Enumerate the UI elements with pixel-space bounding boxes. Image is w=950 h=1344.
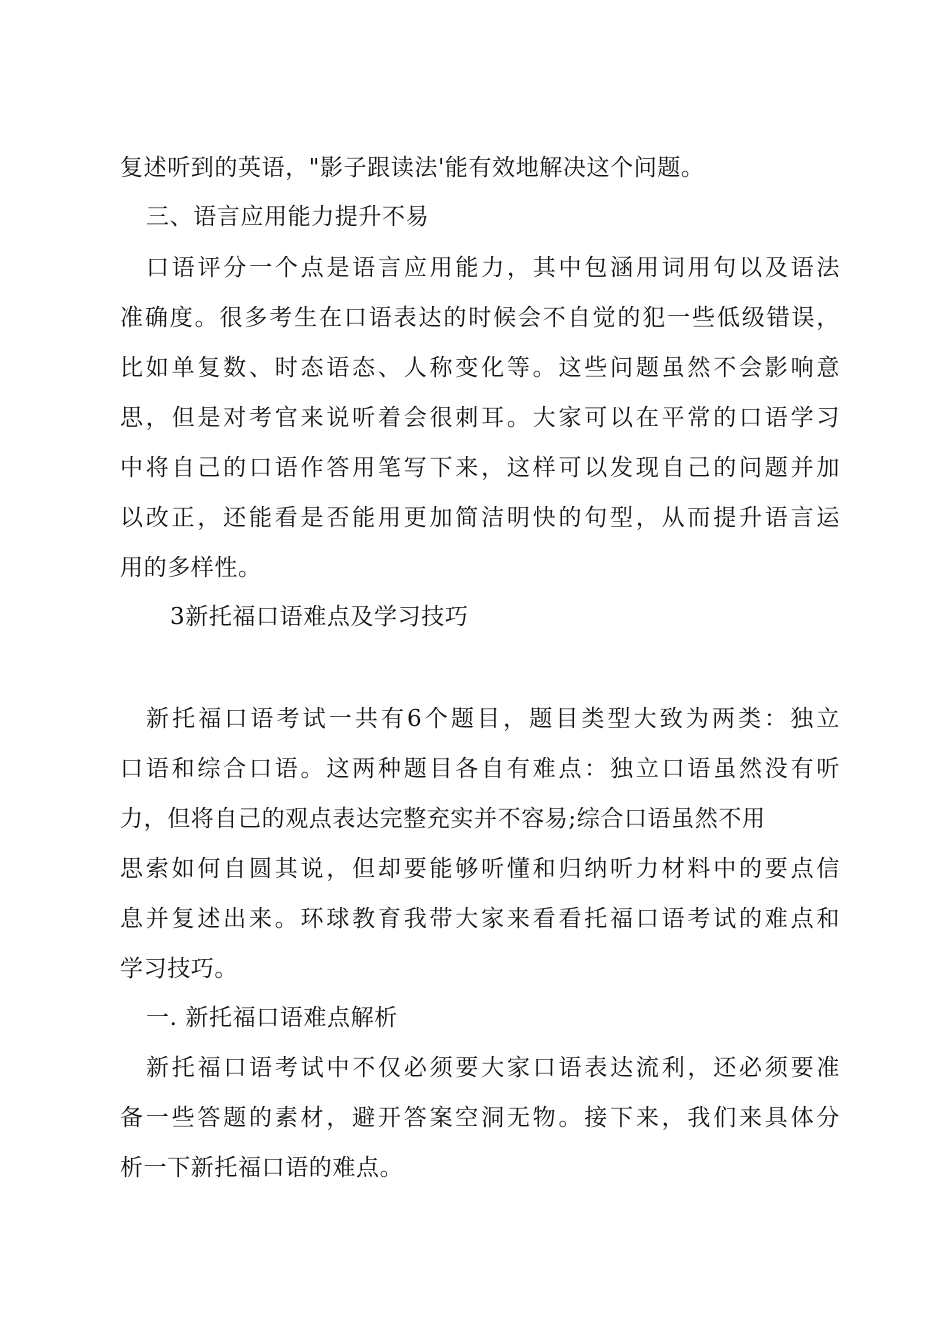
paragraph-line: 用的多样性。 [120, 555, 262, 581]
paragraph-line: 以改正，还能看是否能用更加简洁明快的句型，从而提升语言运 [120, 505, 840, 531]
paragraph-line: 学习技巧。 [120, 956, 238, 982]
paragraph-line: 析一下新托福口语的难点。 [120, 1155, 404, 1181]
paragraph-line: 口语评分一个点是语言应用能力，其中包涵用词用句以及语法 [146, 255, 840, 281]
paragraph-line: 比如单复数、时态语态、人称变化等。这些问题虽然不会影响意 [120, 355, 840, 381]
paragraph-line: 口语和综合口语。这两种题目各自有难点：独立口语虽然没有听 [120, 756, 840, 782]
paragraph-line: 中将自己的口语作答用笔写下来，这样可以发现自己的问题并加 [120, 455, 840, 481]
paragraph-line: 思索如何自圆其说，但却要能够听懂和归纳听力材料中的要点信 [120, 856, 840, 882]
section-heading: 一. 新托福口语难点解析 [146, 1005, 398, 1031]
article-title: 3新托福口语难点及学习技巧 [170, 604, 469, 630]
paragraph-line: 新托福口语考试一共有6个题目，题目类型大致为两类：独立 [146, 706, 840, 732]
paragraph-line: 思，但是对考官来说听着会很刺耳。大家可以在平常的口语学习 [120, 405, 840, 431]
paragraph-line: 力，但将自己的观点表达完整充实并不容易;综合口语虽然不用 [120, 806, 766, 832]
paragraph-line: 准确度。很多考生在口语表达的时候会不自觉的犯一些低级错误， [120, 305, 840, 331]
paragraph-line: 息并复述出来。环球教育我带大家来看看托福口语考试的难点和 [120, 906, 840, 932]
paragraph-line: 备一些答题的素材，避开答案空洞无物。接下来，我们来具体分 [120, 1105, 840, 1131]
paragraph-line: 复述听到的英语，"影子跟读法'能有效地解决这个问题。 [120, 155, 705, 181]
paragraph-line: 新托福口语考试中不仅必须要大家口语表达流利，还必须要准 [146, 1055, 840, 1081]
section-heading: 三、语言应用能力提升不易 [146, 204, 430, 230]
